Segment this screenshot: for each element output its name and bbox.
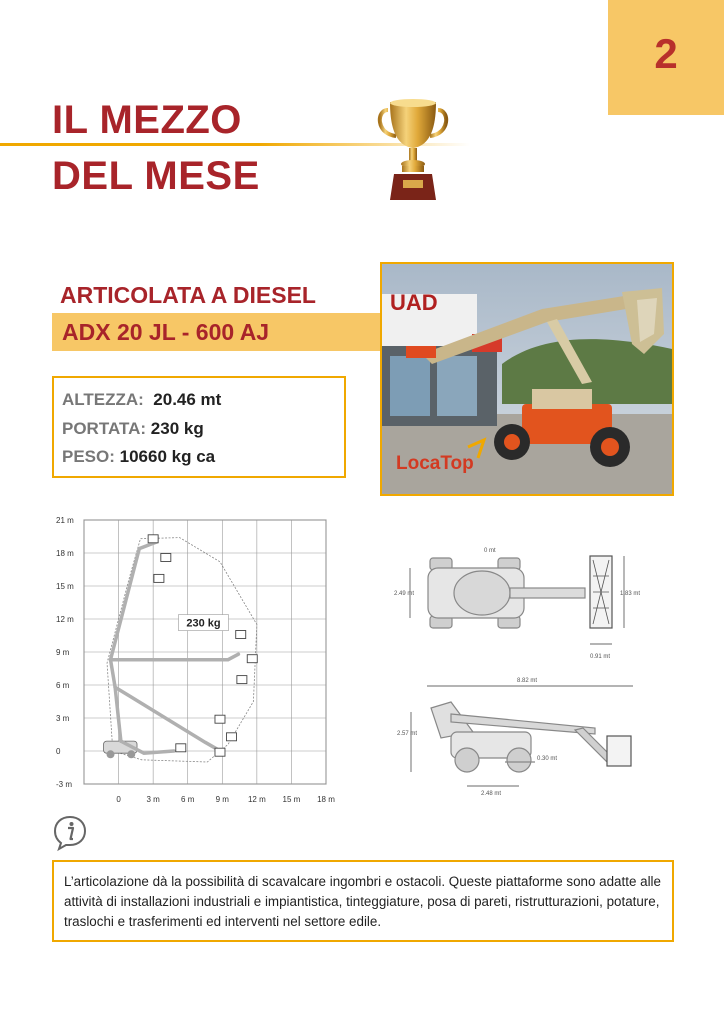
top-view-drawing [390, 540, 650, 670]
spec-height [62, 390, 221, 410]
working-range-chart [40, 508, 350, 808]
basket-position [161, 554, 171, 562]
dim-length: 8.82 mt [517, 678, 538, 684]
capacity-label: 230 kg [186, 617, 221, 630]
basket-position [237, 676, 247, 684]
store-sign: UAD [390, 290, 438, 315]
spec-value: 20.46 mt [153, 390, 222, 409]
x-tick-label: 18 m [317, 795, 335, 804]
basket-position [247, 655, 257, 663]
model-bar [52, 313, 382, 351]
product-category: ARTICOLATA A DIESEL [60, 282, 316, 308]
spec-label: ALTEZZA: [62, 390, 144, 409]
dim-wheelbase: 2.48 mt [481, 791, 502, 797]
boom-lift-photo [382, 264, 672, 494]
side-view-drawing [395, 672, 645, 800]
x-tick-label: 12 m [247, 795, 266, 804]
product-photo [380, 262, 674, 496]
dim-width: 2.49 mt [394, 591, 415, 597]
spec-label: PESO: [62, 447, 115, 466]
locatop-logo: LocaTop [396, 453, 474, 474]
spec-label: PORTATA: [62, 419, 147, 438]
x-tick-label: 3 m [146, 795, 160, 804]
dim-rotation: 0 mt [484, 548, 496, 554]
machine-wheel [127, 750, 135, 758]
spec-value: 230 kg [150, 419, 204, 438]
dim-ground-clearance: 0.30 mt [537, 756, 558, 762]
info-text: L’articolazione dà la possibilità di scavalcare ingombri e ostacoli. Queste piattaforme sono adatte alle attività di installazioni industriali e impiantistica, tinteggiature, posa di pareti, ristrutturazioni, potature, traslochi e trasferimenti ed interventi nel settore edile. [64, 874, 661, 929]
trophy-icon [374, 96, 452, 206]
dim-height: 2.57 mt [397, 731, 418, 737]
x-tick-label: 6 m [181, 795, 195, 804]
dim-platform-width: 1.83 mt [620, 591, 641, 597]
y-tick-label: 6 m [56, 681, 70, 690]
y-tick-label: 3 m [56, 714, 70, 723]
y-tick-label: -3 m [56, 780, 72, 789]
page-number-badge [608, 0, 724, 115]
basket-position [227, 733, 237, 741]
dim-platform-depth: 0.91 mt [590, 654, 611, 660]
machine-wheel [107, 750, 115, 758]
info-icon [52, 814, 88, 852]
y-tick-label: 9 m [56, 648, 70, 657]
spec-value: 10660 kg ca [119, 447, 216, 466]
spec-capacity [62, 419, 204, 439]
x-tick-label: 15 m [282, 795, 301, 804]
y-tick-label: 21 m [56, 516, 74, 525]
basket-position [236, 631, 246, 639]
basket-position [215, 715, 225, 723]
specs-box [52, 376, 346, 478]
page-number: 2 [654, 30, 678, 77]
y-tick-label: 18 m [56, 549, 74, 558]
info-box [52, 860, 674, 942]
basket-position [148, 535, 158, 543]
y-tick-label: 12 m [56, 615, 74, 624]
spec-weight [62, 447, 215, 467]
basket-position [215, 748, 225, 756]
model-name: ADX 20 JL - 600 AJ [62, 319, 270, 345]
y-tick-label: 15 m [56, 582, 74, 591]
basket-position [176, 744, 186, 752]
page-title-line1: IL MEZZO [52, 98, 242, 142]
basket-position [154, 574, 164, 582]
x-tick-label: 9 m [215, 795, 229, 804]
x-tick-label: 0 [116, 795, 121, 804]
y-tick-label: 0 [56, 747, 61, 756]
page-title-line2: DEL MESE [52, 154, 260, 198]
